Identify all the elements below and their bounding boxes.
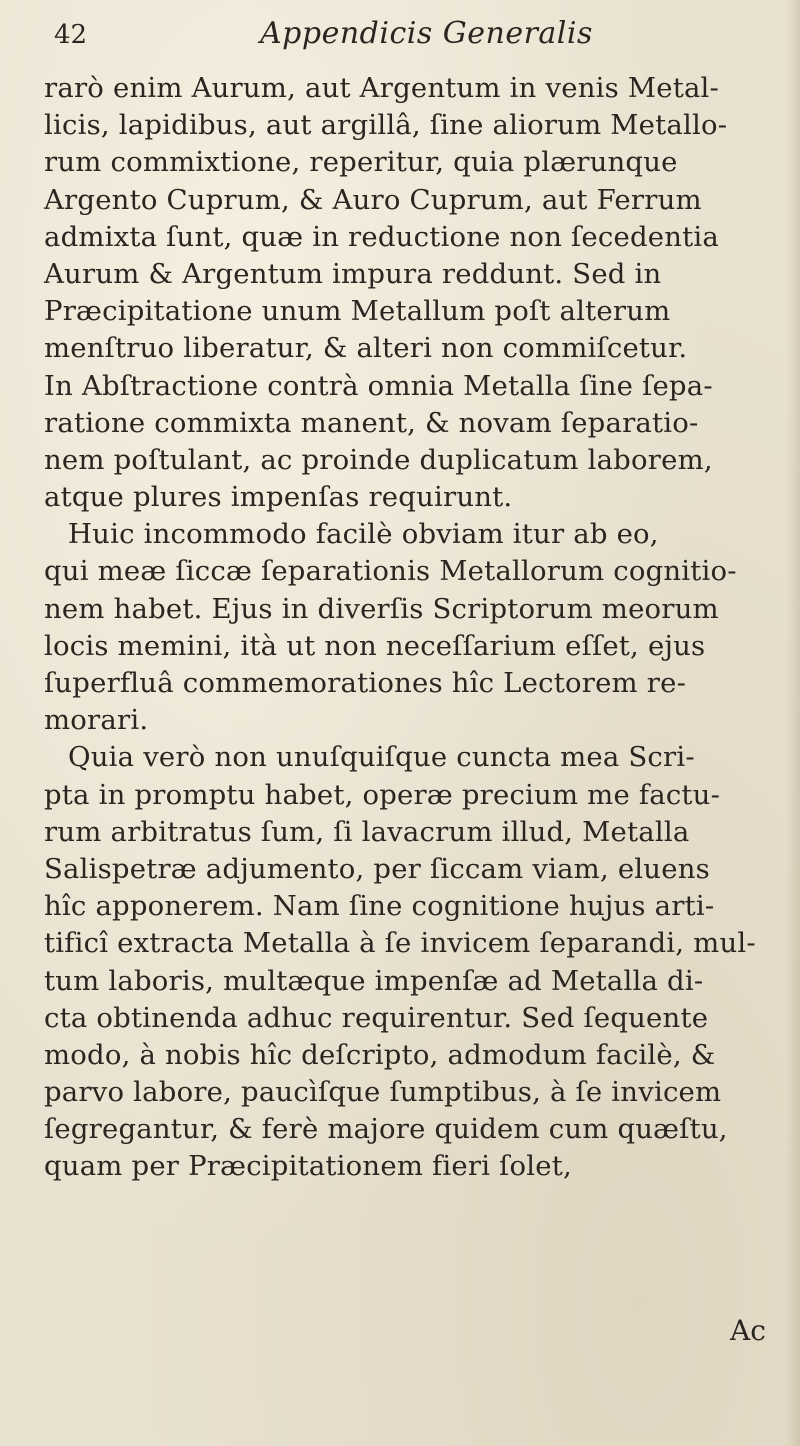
page-header [48, 16, 768, 66]
text-line: nem poſtulant, ac proinde duplicatum laborem, [44, 443, 713, 476]
text-line: modo, à nobis hîc deſcripto, admodum facilè, & [44, 1038, 716, 1071]
body-text [38, 70, 783, 1186]
page-number: 42 [54, 20, 88, 50]
text-line: Aurum & Argentum impura reddunt. Sed in [44, 257, 662, 290]
paragraph-first-line: Huic incommodo facilè obviam itur ab eo, [68, 518, 659, 551]
text-line: pta in promptu habet, operæ precium me factu- [44, 778, 721, 811]
text-line: rum arbitratus ſum, ſi lavacrum illud, Metalla [44, 815, 690, 848]
text-line: tificî extracta Metalla à ſe invicem ſeparandi, mul- [44, 927, 756, 960]
text-line: ſegregantur, & ferè majore quidem cum quæſtu, [44, 1113, 728, 1146]
text-line: admixta ſunt, quæ in reductione non ſecedentia [44, 220, 720, 253]
text-line: rarò enim Aurum, aut Argentum in venis Metal- [44, 72, 720, 104]
text-line: morari. [44, 704, 149, 737]
text-line: In Abſtractione contrà omnia Metalla ſine ſepa- [44, 369, 713, 402]
text-line: tum laboris, multæque impenſæ ad Metalla di- [44, 964, 704, 997]
text-line: rum commixtione, reperitur, quia plærunque [44, 146, 678, 179]
text-line: locis memini, ità ut non neceſſarium eſſet, ejus [44, 629, 706, 662]
text-line: ratione commixta manent, & novam ſeparatio- [44, 406, 699, 439]
text-line: quam per Præcipitationem fieri ſolet, [44, 1150, 572, 1183]
text-line: cta obtinenda adhuc requirentur. Sed ſequente [44, 1001, 709, 1034]
text-line: Salispetræ adjumento, per ſiccam viam, eluens [44, 852, 710, 885]
text-line: Argento Cuprum, & Auro Cuprum, aut Ferrum [44, 183, 702, 216]
text-line: hîc apponerem. Nam ſine cognitione hujus arti- [44, 890, 715, 923]
paragraph-first-line: Quia verò non unuſquiſque cuncta mea Scri- [68, 741, 695, 774]
text-line: licis, lapidibus, aut argillâ, ſine aliorum Metallo- [44, 109, 728, 142]
text-line: ſuperfluâ commemorationes hîc Lectorem re- [44, 667, 687, 699]
text-line: atque plures impenſas requirunt. [44, 481, 513, 514]
text-line: parvo labore, paucìſque ſumptibus, à ſe invicem [44, 1076, 722, 1109]
text-line: nem habet. Ejus in diverſis Scriptorum meorum [44, 592, 719, 625]
text-line: Præcipitatione unum Metallum poſt alterum [44, 295, 671, 328]
text-line: qui meæ ſiccæ ſeparationis Metallorum cognitio- [44, 555, 737, 588]
text-line: menſtruo liberatur, & alteri non commiſcetur. [44, 332, 688, 365]
catchword: Ac [730, 1314, 766, 1347]
running-head: Appendicis Generalis [260, 16, 593, 51]
